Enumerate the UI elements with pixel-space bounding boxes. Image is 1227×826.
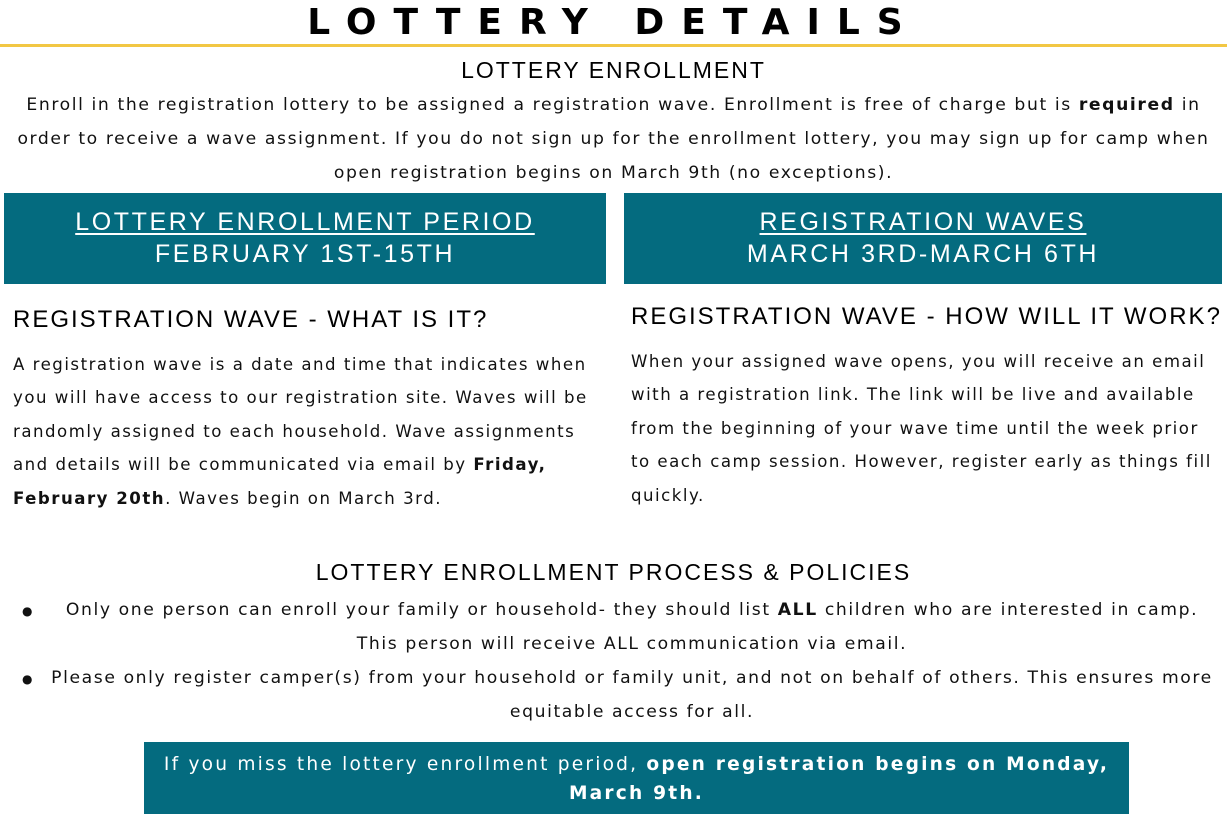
enrollment-period-box bbox=[4, 193, 606, 284]
intro-text-1: Enroll in the registration lottery to be assigned a registration wave. Enrollment is free of charge but is bbox=[26, 95, 1079, 115]
registration-waves-dates: MARCH 3RD-MARCH 6TH bbox=[746, 240, 1100, 268]
bullet-dot-icon: ● bbox=[22, 672, 33, 686]
registration-waves-label: REGISTRATION WAVES bbox=[759, 208, 1087, 236]
footer-text-1: If you miss the lottery enrollment period, bbox=[163, 754, 647, 775]
title-divider bbox=[0, 44, 1227, 47]
lottery-enrollment-heading: LOTTERY ENROLLMENT bbox=[461, 57, 766, 83]
wave-what-heading: REGISTRATION WAVE - WHAT IS IT? bbox=[13, 306, 489, 333]
bullet1-all-emphasis: ALL bbox=[777, 600, 818, 620]
intro-required-emphasis: required bbox=[1078, 95, 1175, 115]
what-text-2: . Waves begin on March 3rd. bbox=[165, 488, 442, 508]
what-date-emphasis: Friday, February 20th bbox=[13, 455, 547, 508]
open-registration-notice bbox=[144, 742, 1129, 814]
bullet1-text-1: Only one person can enroll your family or household- they should list bbox=[65, 600, 778, 620]
bullet1-text-2: children who are interested in camp. This person will receive ALL communication via email. bbox=[356, 600, 1199, 654]
wave-what-description bbox=[13, 348, 603, 515]
lottery-enrollment-description bbox=[8, 88, 1219, 190]
policy-bullet-one bbox=[44, 593, 1220, 661]
intro-text-2: in order to receive a wave assignment. If you do not sign up for the enrollment lottery, you may sign up for camp when open registration begins on March 9th (no exceptions). bbox=[17, 95, 1210, 183]
enrollment-period-dates: FEBRUARY 1ST-15TH bbox=[154, 240, 456, 268]
page-title: LOTTERY DETAILS bbox=[307, 2, 920, 43]
enrollment-period-label: LOTTERY ENROLLMENT PERIOD bbox=[75, 208, 535, 236]
bullet-dot-icon: ● bbox=[22, 604, 33, 618]
registration-waves-box bbox=[624, 193, 1222, 284]
wave-how-heading: REGISTRATION WAVE - HOW WILL IT WORK? bbox=[631, 303, 1222, 330]
process-policies-heading: LOTTERY ENROLLMENT PROCESS & POLICIES bbox=[315, 559, 912, 585]
wave-how-description: When your assigned wave opens, you will receive an email with a registration link. The link will be live and available from the beginning of your wave time until the week prior to each camp session. However, register early as things fill quickly. bbox=[631, 352, 1212, 505]
what-text-1: A registration wave is a date and time that indicates when you will have access to our registration site. Waves will be randomly assigned to each household. Wave assignments and details will be communicated via email by bbox=[13, 355, 588, 475]
policy-bullet-two: Please only register camper(s) from your household or family unit, and not on behalf of others. This ensures more equitable access for all. bbox=[51, 668, 1213, 722]
footer-date-emphasis: open registration begins on Monday, March 9th. bbox=[568, 754, 1110, 804]
